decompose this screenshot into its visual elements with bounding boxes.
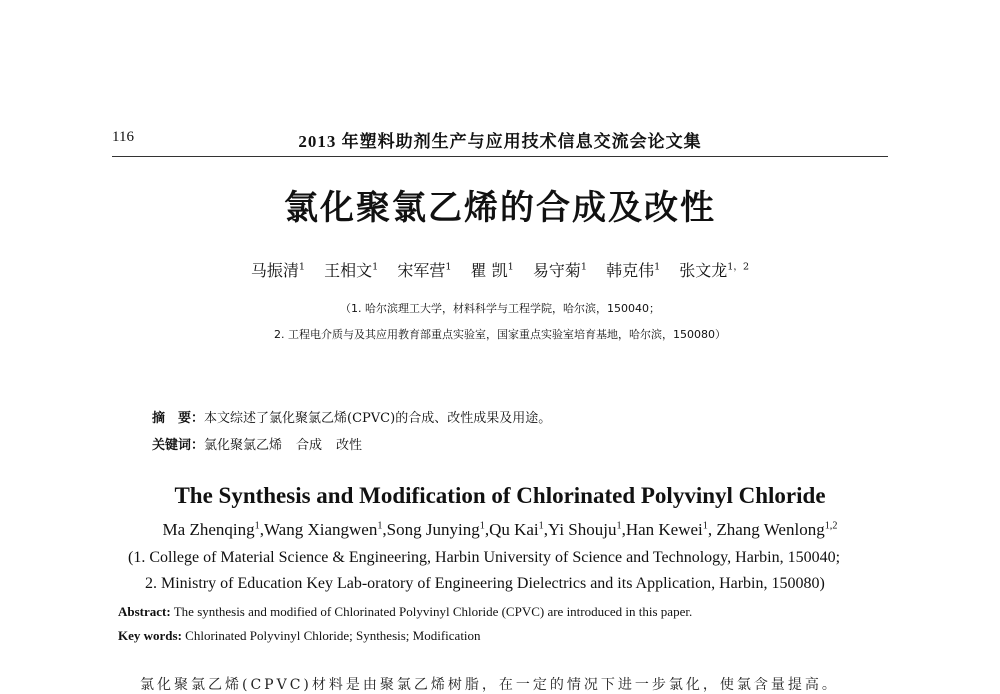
english-abstract-label: Abstract:: [118, 604, 171, 619]
running-header: [112, 120, 888, 157]
page-number: 116: [112, 129, 134, 145]
chinese-author: 张文龙$^{1,2}$: [679, 261, 750, 280]
body-text-partial: 氯化聚氯乙烯(CPVC)材料是由聚氯乙烯树脂，在一定的情况下进一步氯化，使氯含量提高。: [140, 677, 839, 693]
english-keywords-text: Chlorinated Polyvinyl Chloride; Synthesis; Modification: [181, 628, 481, 643]
chinese-abstract: [152, 407, 892, 426]
english-title: The Synthesis and Modification of Chlorinated Polyvinyl Chloride: [174, 483, 826, 508]
english-author: Song Junying$^1$: [386, 520, 485, 539]
english-keywords: [118, 628, 888, 644]
chinese-author: 韩克伟$^1$: [606, 261, 661, 280]
chinese-author: 宋军营$^1$: [397, 261, 452, 280]
chinese-author: 瞿 凯$^1$: [470, 261, 514, 280]
chinese-authors: [0, 258, 1000, 281]
english-author: Zhang Wenlong$^{1,2}$: [716, 520, 838, 539]
english-author: Yi Shouju$^1$: [547, 520, 622, 539]
chinese-affiliation-1: （1. 哈尔滨理工大学，材料科学与工程学院，哈尔滨，150040；: [340, 302, 660, 315]
chinese-affiliation-2: 2. 工程电介质与及其应用教育部重点实验室，国家重点实验室培育基地，哈尔滨，150080）: [274, 328, 726, 341]
journal-title: 2013 年塑料助剂生产与应用技术信息交流会论文集: [298, 132, 702, 151]
english-author: Qu Kai$^1$: [489, 520, 544, 539]
chinese-abstract-label: 摘 要：: [152, 411, 205, 426]
chinese-author: 马振清$^1$: [250, 261, 306, 280]
english-affiliation-2: 2. Ministry of Education Key Lab-oratory of Engineering Dielectrics and its Application, Harbin, 150080): [145, 575, 825, 592]
chinese-keyword: 合成: [296, 438, 323, 453]
chinese-keyword: 改性: [336, 438, 363, 453]
english-author: Wang Xiangwen$^1$: [263, 520, 383, 539]
english-affiliation-1: (1. College of Material Science & Engineering, Harbin University of Science and Technology, Harbin, 150040;: [128, 549, 841, 566]
english-authors: Ma Zhenqing$^1$,Wang Xiangwen$^1$,Song Junying$^1$,Qu Kai$^1$,Yi Shouju$^1$,Han Kewei$^1$, Zhang Wenlong$^{1,2}$: [162, 520, 838, 539]
chinese-abstract-text: 本文综述了氯化聚氯乙烯(CPVC)的合成、改性成果及用途。: [204, 411, 552, 426]
chinese-keywords-label: 关键词：: [152, 438, 205, 453]
english-keywords-label: Key words:: [118, 628, 182, 643]
chinese-keyword: 氯化聚氯乙烯: [204, 438, 283, 453]
chinese-author: 易守菊$^1$: [532, 261, 587, 280]
chinese-author: 王相文$^1$: [324, 261, 379, 280]
english-abstract-text: The synthesis and modified of Chlorinated Polyvinyl Chloride (CPVC) are introduced in this paper.: [170, 604, 693, 619]
chinese-title: 氯化聚氯乙烯的合成及改性: [284, 188, 716, 228]
english-abstract: [118, 604, 888, 620]
english-author: Ma Zhenqing$^1$: [162, 520, 260, 539]
english-author: Han Kewei$^1$: [625, 520, 708, 539]
chinese-keywords: [152, 434, 892, 453]
